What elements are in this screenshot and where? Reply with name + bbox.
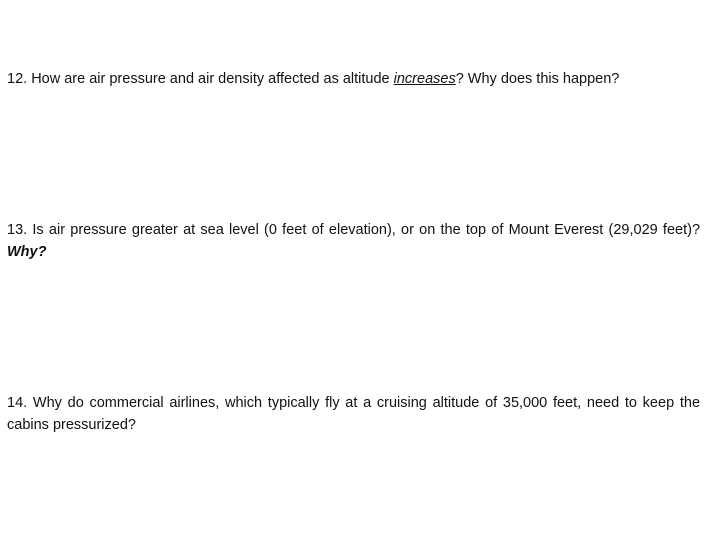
- question-13: [7, 219, 700, 263]
- question-emphasis: Why?: [7, 244, 47, 260]
- question-number: 12.: [7, 71, 28, 87]
- question-14: [7, 392, 700, 436]
- question-12: [7, 68, 700, 90]
- question-number: 13.: [7, 222, 28, 238]
- question-text: Why do commercial airlines, which typically fly at a cruising altitude of 35,000 feet, need to keep the cabins pressurized?: [7, 395, 701, 433]
- question-text: Is air pressure greater at sea level (0 feet of elevation), or on the top of Mount Everest (29,029 feet)?: [32, 222, 701, 238]
- question-emphasis: increases: [393, 71, 456, 87]
- question-text-end: ? Why does this happen?: [455, 71, 620, 87]
- question-number: 14.: [7, 395, 28, 411]
- question-text: How are air pressure and air density affected as altitude: [31, 71, 390, 87]
